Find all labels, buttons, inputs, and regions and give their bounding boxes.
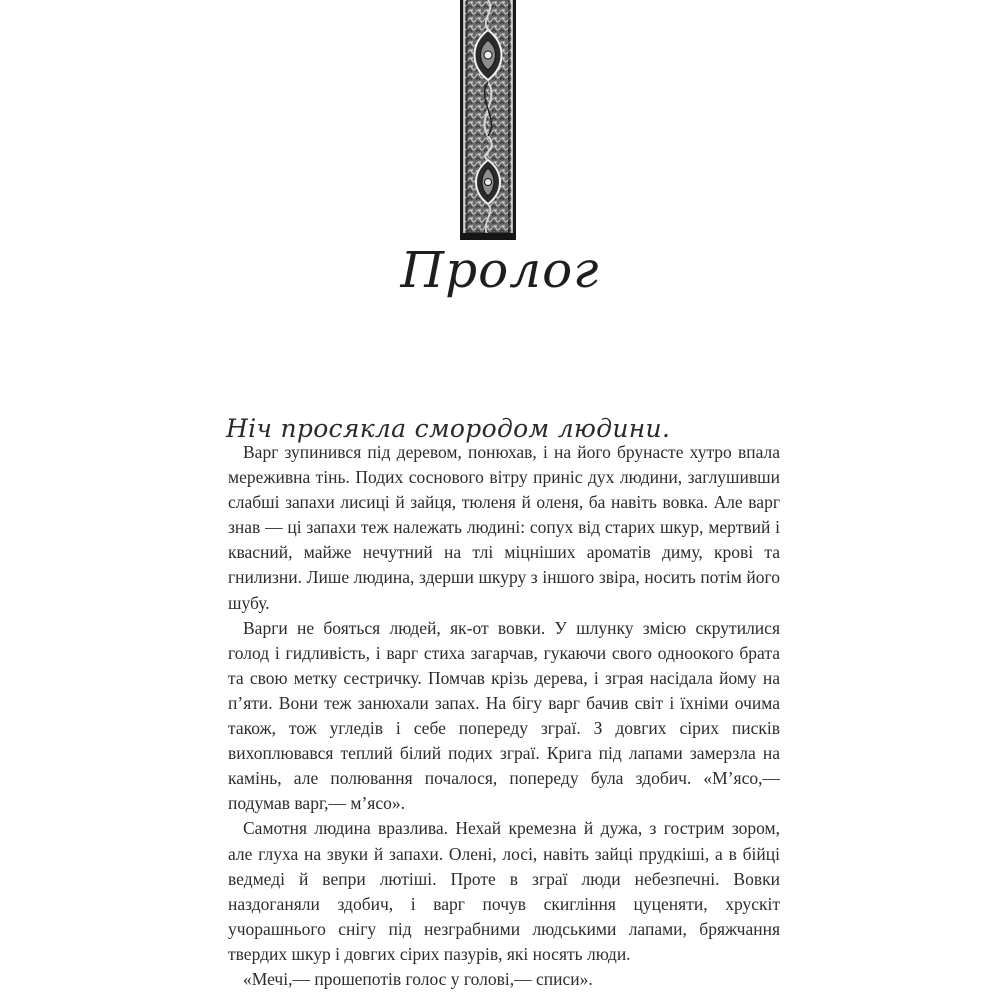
paragraph: Самотня людина вразлива. Нехай кремезна й дужа, з гострим зором, але глуха на звуки й запахи. Олені, лосі, навіть зайці прудкіші, а в бійці ведмеді й вепри лютіші. Проте в зграї люди небезпечні. Вовки наздоганяли здобич, і варг почув скигління цуценяти, хрускіт учорашнього снігу під незграбними людськими лапами, бряжчання твердих шкур і довгих сірих пазурів, які носять люди. — [228, 818, 780, 964]
chapter-title: Пролог — [400, 241, 600, 299]
epigraph: Ніч просякла смородом людини. — [226, 414, 671, 443]
paragraph: «Мечі,— прошепотів голос у голові,— списи». — [243, 968, 593, 989]
paragraph: Варги не бояться людей, як-от вовки. У шлунку змісю скрутилися голод і гидливість, і варг стиха загарчав, гукаючи свого одноокого брата та свою метку сестричку. Помчав крізь дерева, і зграя насідала йому на п’яти. Вони теж занюхали запах. На бігу варг бачив світ і їхніми очима також, тож угледів і себе попереду зграї. З довгих сірих писків вихоплювався теплий білий подих зграї. Крига під лапами замерзла на камінь, але полювання почалося, попереду була здобич. «М’ясо,— подумав варг,— м’ясо». — [228, 617, 780, 814]
body-text — [228, 440, 780, 992]
paragraph: Варг зупинився під деревом, понюхав, і на його брунасте хутро впала мереживна тінь. Подих соснового вітру приніс дух людини, заглушивши слабші запахи лисиці й зайця, тюленя й оленя, ба навіть вовка. Але варг знав — ці запахи теж належать людині: сопух від старих шкур, мертвий і квасний, майже нечутний на тлі міцніших ароматів диму, крові та гнилизни. Лише людина, здерши шкуру з іншого звіра, носить потім його шубу. — [228, 442, 780, 613]
ornamental-band-icon — [460, 0, 516, 240]
